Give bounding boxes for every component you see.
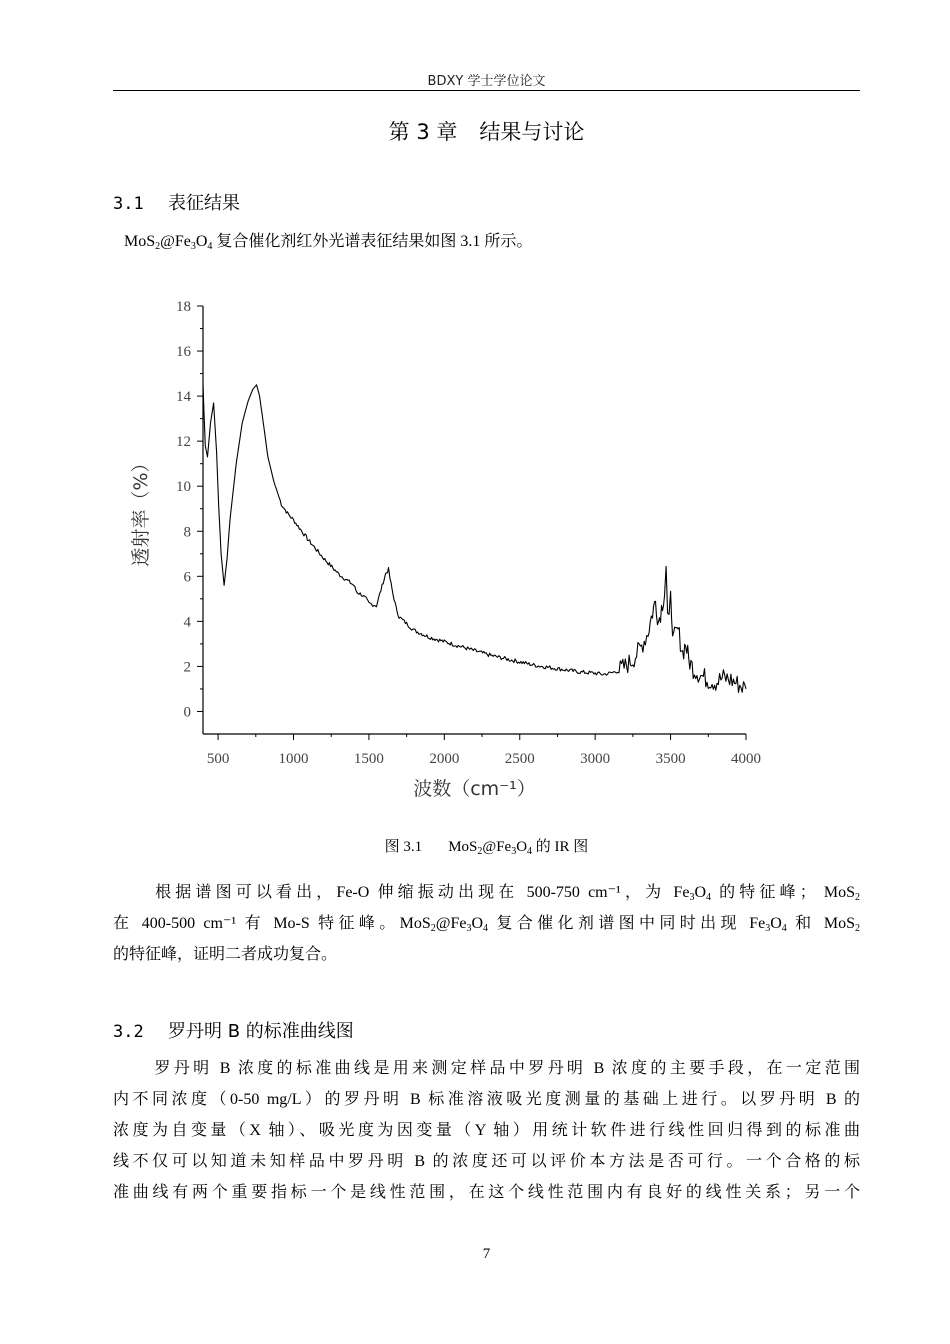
x-tick-label: 2000 (429, 751, 460, 767)
section-heading-3-1 (113, 189, 240, 215)
chapter-title: 结果与讨论 (479, 120, 585, 144)
chapter-number: 第 3 章 (388, 120, 458, 144)
section-title: 表征结果 (168, 193, 240, 214)
y-axis-label: 透射率（%） (130, 453, 152, 567)
x-tick-label: 2500 (504, 751, 535, 767)
section-heading-3-2 (113, 1017, 354, 1043)
spectrum-line (203, 385, 746, 693)
paragraph-line: 线不仅可以知道未知样品中罗丹明 B 的浓度还可以评价本方法是否可行。一个合格的标 (113, 1153, 860, 1170)
section-title: 罗丹明 B 的标准曲线图 (168, 1021, 354, 1042)
header-rule (113, 90, 860, 91)
chapter-heading (113, 116, 860, 146)
y-tick-label: 0 (183, 704, 191, 721)
ir-spectrum-chart (113, 285, 813, 820)
analysis-paragraph (113, 877, 860, 970)
x-tick-label: 3500 (655, 751, 686, 767)
standard-curve-paragraph (113, 1053, 860, 1208)
x-tick-label: 4000 (731, 751, 761, 767)
x-tick-label: 1000 (278, 751, 309, 767)
paragraph-line: 准曲线有两个重要指标一个是线性范围，在这个线性范围内有良好的线性关系；另一个 (113, 1184, 860, 1201)
y-tick-label: 10 (176, 479, 191, 496)
x-tick-label: 500 (206, 751, 230, 767)
y-tick-label: 2 (183, 659, 191, 676)
section-intro: $MoS_2@Fe_3O_4$ 复合催化剂红外光谱表征结果如图 3.1 所示。 (124, 233, 533, 252)
y-tick-label: 14 (176, 389, 191, 406)
page-number: 7 (482, 1246, 491, 1262)
paragraph-line: 根据谱图可以看出，Fe-O 伸缩振动出现在 500-750 cm⁻¹，为 $Fe_3O_4$ 的特征峰； MoS$_2$ (151, 884, 860, 903)
running-header: BDXY 学士学位论文 (427, 74, 546, 89)
section-number: 3.2 (113, 1022, 144, 1042)
y-tick-label: 18 (176, 299, 191, 315)
paragraph-line: 在 400-500 cm⁻¹ 有 Mo-S 特征峰。$MoS_2@Fe_3O_4$ 复合催化剂谱图中同时出现 $Fe_3O_4$ 和 MoS$_2$ (113, 915, 860, 934)
paragraph-line: 罗丹明 B 浓度的标准曲线是用来测定样品中罗丹明 B 浓度的主要手段，在一定范围 (151, 1060, 860, 1077)
x-axis-label: 波数（cm⁻¹） (413, 778, 536, 800)
figure-label: 图 3.1 (384, 839, 423, 855)
paragraph-line: 内不同浓度（0-50 mg/L）的罗丹明 B 标准溶液吸光度测量的基础上进行。以罗丹明 B 的 (113, 1091, 860, 1108)
paragraph-line: 浓度为自变量（X 轴）、吸光度为因变量（Y 轴）用统计软件进行线性回归得到的标准曲 (113, 1122, 860, 1139)
x-tick-label: 3000 (580, 751, 611, 767)
y-tick-label: 16 (176, 344, 191, 361)
section-number: 3.1 (113, 194, 144, 214)
paragraph-line: 的特征峰，证明二者成功复合。 (113, 946, 338, 963)
y-tick-label: 6 (183, 569, 191, 586)
x-tick-label: 1500 (353, 751, 384, 767)
y-tick-label: 8 (183, 524, 191, 541)
figure-caption: 图 3.1 $MoS_2@Fe_3O_4$ 的 IR 图 (384, 839, 589, 857)
y-tick-label: 12 (176, 434, 191, 451)
y-tick-label: 4 (183, 614, 191, 631)
